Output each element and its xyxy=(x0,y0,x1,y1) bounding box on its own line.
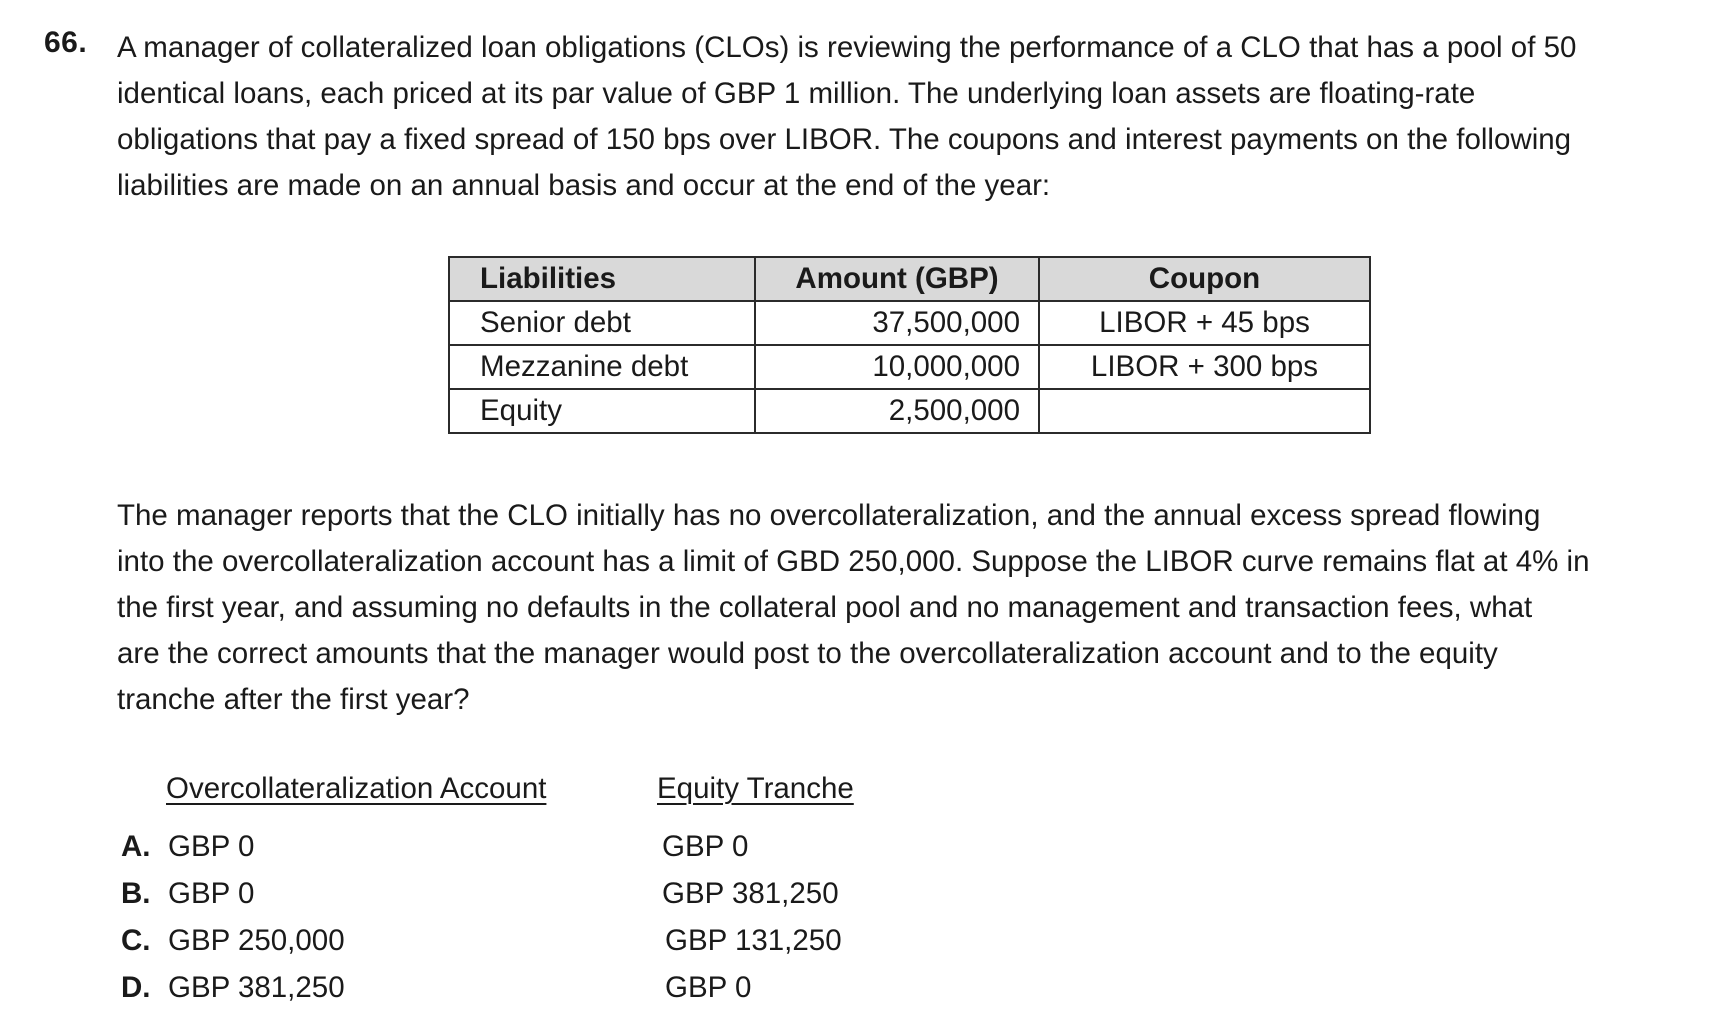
header-coupon: Coupon xyxy=(1039,257,1370,301)
intro-line: obligations that pay a fixed spread of 150 bps over LIBOR. The coupons and interest payments on the following xyxy=(117,123,1572,156)
option-letter: A. xyxy=(121,830,151,863)
cell-coupon xyxy=(1039,389,1370,433)
table-row xyxy=(449,345,1370,389)
liabilities-table xyxy=(448,256,1371,434)
cell-coupon: LIBOR + 300 bps xyxy=(1039,345,1370,389)
body-line: are the correct amounts that the manager would post to the overcollateralization account and to the equity xyxy=(117,637,1498,670)
option-equity-value: GBP 381,250 xyxy=(662,877,839,910)
intro-line: A manager of collateralized loan obligations (CLOs) is reviewing the performance of a CLO that has a pool of 50 xyxy=(117,31,1577,64)
table-header-row xyxy=(449,257,1370,301)
table-row xyxy=(449,301,1370,345)
option-letter: C. xyxy=(121,924,151,957)
cell-amount: 10,000,000 xyxy=(755,345,1039,389)
cell-liability: Senior debt xyxy=(449,301,755,345)
cell-coupon: LIBOR + 45 bps xyxy=(1039,301,1370,345)
option-oc-value: GBP 0 xyxy=(168,830,255,863)
cell-amount: 2,500,000 xyxy=(755,389,1039,433)
header-liabilities: Liabilities xyxy=(449,257,755,301)
header-amount: Amount (GBP) xyxy=(755,257,1039,301)
option-oc-value: GBP 0 xyxy=(168,877,255,910)
option-equity-value: GBP 0 xyxy=(662,830,749,863)
body-line: tranche after the first year? xyxy=(117,683,470,716)
option-equity-value: GBP 131,250 xyxy=(665,924,842,957)
option-letter: B. xyxy=(121,877,151,910)
cell-liability: Equity xyxy=(449,389,755,433)
question-number: 66. xyxy=(44,26,88,59)
body-line: the first year, and assuming no defaults in the collateral pool and no management and transaction fees, what xyxy=(117,591,1533,624)
option-oc-value: GBP 250,000 xyxy=(168,924,345,957)
body-line: The manager reports that the CLO initially has no overcollateralization, and the annual excess spread flowing xyxy=(117,499,1541,532)
option-letter: D. xyxy=(121,971,151,1004)
answer-column-overcollateralization: Overcollateralization Account xyxy=(166,772,547,805)
intro-line: liabilities are made on an annual basis and occur at the end of the year: xyxy=(117,169,1051,202)
question-intro-paragraph xyxy=(117,25,1727,209)
body-line: into the overcollateralization account has a limit of GBD 250,000. Suppose the LIBOR curve remains flat at 4% in xyxy=(117,545,1590,578)
cell-amount: 37,500,000 xyxy=(755,301,1039,345)
option-equity-value: GBP 0 xyxy=(665,971,752,1004)
option-oc-value: GBP 381,250 xyxy=(168,971,345,1004)
answer-column-equity: Equity Tranche xyxy=(657,772,854,805)
cell-liability: Mezzanine debt xyxy=(449,345,755,389)
question-body-paragraph xyxy=(117,493,1727,723)
table-row xyxy=(449,389,1370,433)
intro-line: identical loans, each priced at its par value of GBP 1 million. The underlying loan assets are floating-rate xyxy=(117,77,1476,110)
